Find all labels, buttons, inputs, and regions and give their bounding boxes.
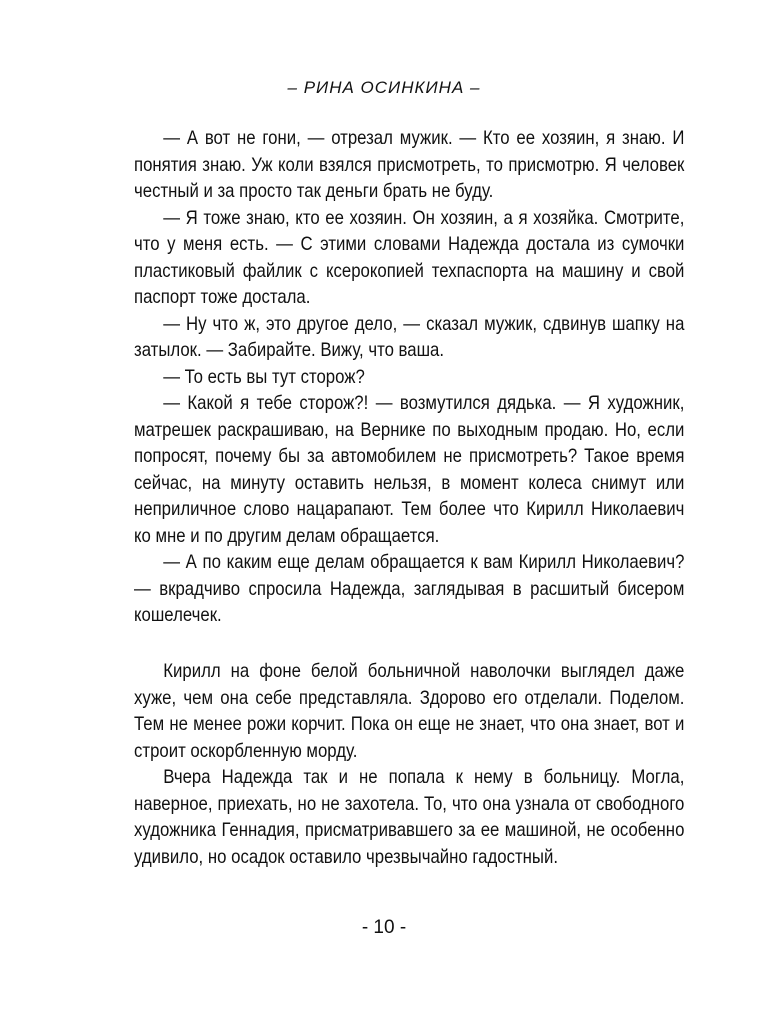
text-section-2 [134, 658, 684, 870]
paragraph: Кирилл на фоне белой больничной наволочки выглядел даже хуже, чем она себе представляла. Здорово его отделали. Поделом. Тем не менее рожи корчит. Пока он еще не знает, что она знает, вот и строит оскорбленную морду. [134, 660, 685, 762]
paragraph: — То есть вы тут сторож? [163, 365, 365, 388]
paragraph: Вчера Надежда так и не попала к нему в больницу. Могла, наверное, приехать, но не захотела. То, что она узнала от свободного художника Геннадия, присматривавшего за ее машиной, не особенно удивило, но осадок оставило чрезвычайно гадостный. [134, 766, 685, 868]
paragraph: — А по каким еще делам обращается к вам Кирилл Николаевич? — вкрадчиво спросила Надежда, заглядывая в расшитый бисером кошелечек. [134, 551, 685, 626]
paragraph: — Ну что ж, это другое дело, — сказал мужик, сдвинув шапку на затылок. — Забирайте. Вижу, что ваша. [134, 312, 685, 361]
page-number: - 10 - [361, 917, 407, 938]
paragraph: — Я тоже знаю, кто ее хозяин. Он хозяин, а я хозяйка. Смотрите, что у меня есть. — С этими словами Надежда достала из сумочки пластиковый файлик с ксерокопией техпаспорта на машину и свой паспорт тоже достала. [134, 206, 685, 308]
text-section-1 [134, 125, 684, 629]
paragraph: — Какой я тебе сторож?! — возмутился дядька. — Я художник, матрешек раскрашиваю, на Вернике по выходным продаю. Но, если попросят, почему бы за автомобилем не присмотреть? Такое время сейчас, на минуту оставить нельзя, в момент колеса снимут или неприличное слово нацарапают. Тем более что Кирилл Николаевич ко мне и по другим делам обращается. [134, 392, 685, 547]
running-head-author: – РИНА ОСИНКИНА – [287, 78, 481, 97]
paragraph: — А вот не гони, — отрезал мужик. — Кто ее хозяин, я знаю. И понятия знаю. Уж коли взялся присмотреть, то присмотрю. Я человек честный и за просто так деньги брать не буду. [134, 127, 685, 202]
